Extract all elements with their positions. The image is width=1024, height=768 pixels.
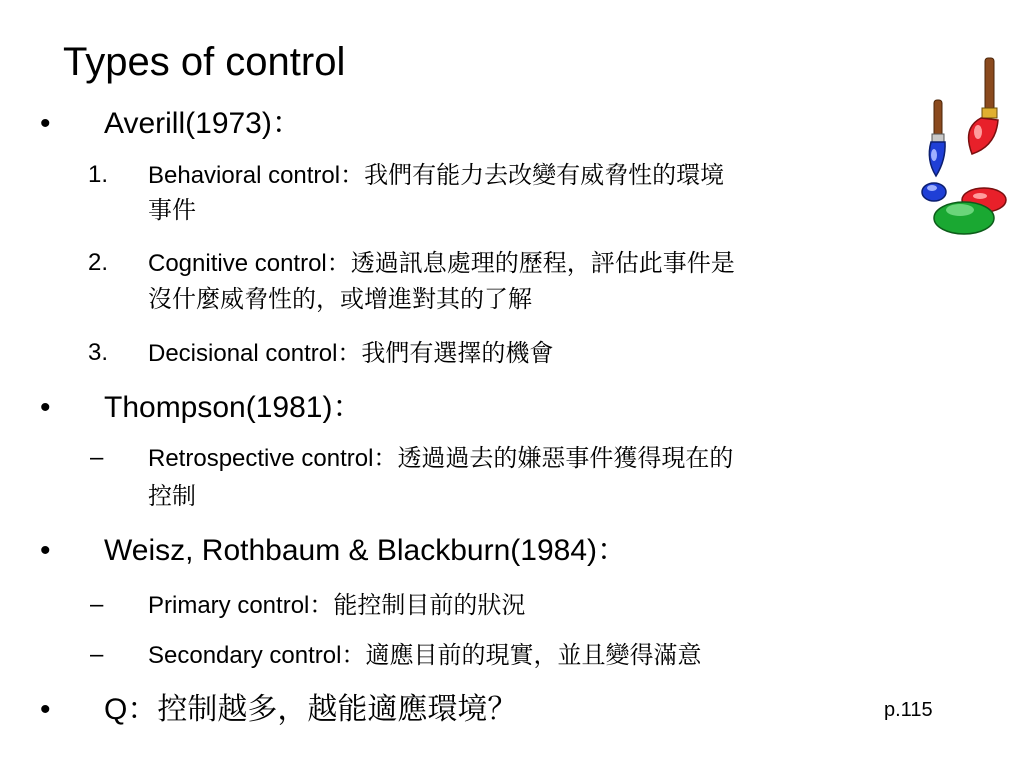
question-label: Q： bbox=[104, 693, 158, 726]
dash-marker: – bbox=[90, 591, 104, 618]
bullet-marker: • bbox=[40, 534, 51, 567]
definition-behavioral-cont: 事件 bbox=[148, 196, 196, 224]
list-number: 1. bbox=[88, 161, 109, 188]
list-number: 2. bbox=[88, 249, 109, 276]
term-decisional: Decisional control： bbox=[148, 340, 362, 367]
definition-retrospective: 透過過去的嫌惡事件獲得現在的 bbox=[397, 444, 734, 472]
definition-secondary: 適應目前的現實，並且變得滿意 bbox=[365, 641, 702, 669]
term-retrospective: Retrospective control： bbox=[148, 445, 398, 472]
term-secondary: Secondary control： bbox=[148, 642, 366, 669]
question-text: 控制越多，越能適應環境？ bbox=[157, 692, 518, 727]
bullet-marker: • bbox=[40, 391, 51, 424]
bullet-marker: • bbox=[40, 693, 51, 726]
slide-title: Types of control bbox=[63, 40, 346, 84]
heading-averill: Averill(1973)： bbox=[104, 107, 302, 140]
definition-cognitive-cont: 沒什麼威脅性的，或增進對其的了解 bbox=[148, 285, 532, 313]
definition-behavioral: 我們有能力去改變有威脅性的環境 bbox=[364, 161, 725, 189]
list-item-behavioral bbox=[148, 160, 724, 191]
heading-weisz: Weisz, Rothbaum & Blackburn(1984)： bbox=[104, 534, 628, 567]
definition-cognitive: 透過訊息處理的歷程，評估此事件是 bbox=[350, 249, 735, 277]
list-item-retrospective bbox=[148, 443, 733, 474]
list-number: 3. bbox=[88, 339, 109, 366]
list-item-secondary bbox=[148, 640, 701, 671]
definition-retrospective-cont: 控制 bbox=[148, 482, 196, 510]
bullet-marker: • bbox=[40, 107, 51, 140]
term-primary: Primary control： bbox=[148, 592, 334, 619]
term-behavioral: Behavioral control： bbox=[148, 162, 365, 189]
dash-marker: – bbox=[90, 444, 104, 471]
list-item-decisional bbox=[148, 338, 553, 369]
definition-primary: 能控制目前的狀況 bbox=[333, 591, 526, 619]
dash-marker: – bbox=[90, 641, 104, 668]
list-item-cognitive bbox=[148, 248, 735, 279]
list-item-primary bbox=[148, 590, 525, 621]
page-number: p.115 bbox=[884, 699, 933, 721]
heading-thompson: Thompson(1981)： bbox=[104, 391, 363, 424]
definition-decisional: 我們有選擇的機會 bbox=[361, 339, 554, 367]
question-line bbox=[104, 692, 517, 728]
paintbrushes-palette-icon bbox=[898, 50, 1010, 246]
term-cognitive: Cognitive control： bbox=[148, 250, 351, 277]
